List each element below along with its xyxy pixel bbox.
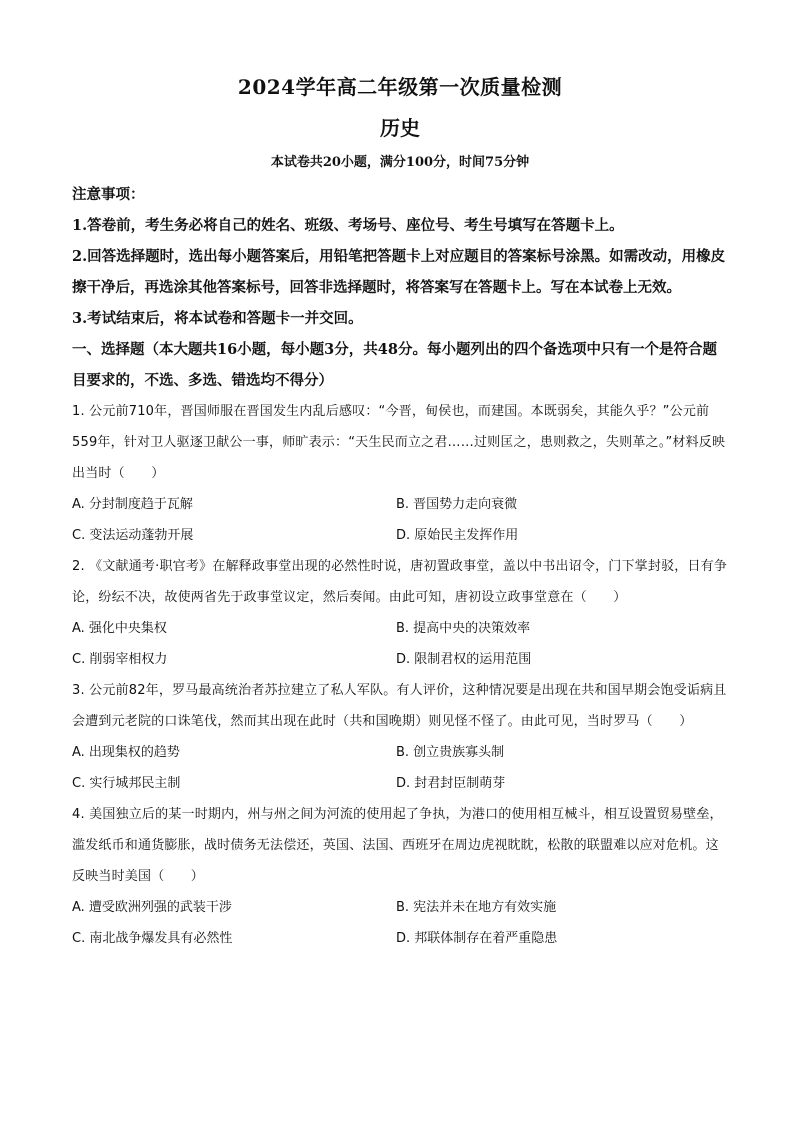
option-b: B. 宪法并未在地方有效实施 bbox=[396, 900, 557, 915]
option-d: D. 限制君权的运用范围 bbox=[396, 652, 532, 667]
option-a: A. 强化中央集权 bbox=[72, 621, 167, 636]
notice-item: 2.回答选择题时，选出每小题答案后，用铅笔把答题卡上对应题目的答案标号涂黑。如需改动，用橡皮擦干净后，再选涂其他答案标号，回答非选择题时，将答案写在答题卡上。写在本试卷上无效。 bbox=[72, 248, 726, 296]
option-c: C. 变法运动蓬勃开展 bbox=[72, 528, 194, 543]
option-c: C. 实行城邦民主制 bbox=[72, 776, 181, 791]
option-a: A. 遭受欧洲列强的武装干涉 bbox=[72, 900, 232, 915]
section-heading: 一、选择题（本大题共16小题，每小题3分，共48分。每小题列出的四个备选项中只有一个是符合题目要求的，不选、多选、错选均不得分） bbox=[72, 341, 717, 389]
notice-item: 1.答卷前，考生务必将自己的姓名、班级、考场号、座位号、考生号填写在答题卡上。 bbox=[72, 217, 624, 234]
option-c: C. 削弱宰相权力 bbox=[72, 652, 168, 667]
option-b: B. 创立贵族寡头制 bbox=[396, 745, 505, 760]
question-options bbox=[72, 892, 728, 954]
option-d: D. 原始民主发挥作用 bbox=[396, 528, 519, 543]
question-stem: 1. 公元前710年，晋国师服在晋国发生内乱后感叹：“今晋，甸侯也，而建国。本既弱矣，其能久乎？”公元前559年，针对卫人驱逐卫献公一事，师旷表示：“天生民而立之君……过则匡之，患则救之，失则革之。”材料反映出当时（ ） bbox=[72, 404, 726, 481]
option-a: A. 分封制度趋于瓦解 bbox=[72, 497, 193, 512]
notice-item: 3.考试结束后，将本试卷和答题卡一并交回。 bbox=[72, 310, 363, 327]
question-stem: 2. 《文献通考·职官考》在解释政事堂出现的必然性时说，唐初置政事堂，盖以中书出诏令，门下掌封驳，日有争论，纷纭不决，故使两省先于政事堂议定，然后奏闻。由此可知，唐初设立政事堂意在（ ） bbox=[72, 559, 728, 605]
option-d: D. 封君封臣制萌芽 bbox=[396, 776, 506, 791]
option-c: C. 南北战争爆发具有必然性 bbox=[72, 931, 233, 946]
exam-info: 本试卷共20小题，满分100分，时间75分钟 bbox=[270, 155, 530, 170]
option-b: B. 提高中央的决策效率 bbox=[396, 621, 531, 636]
question-stem: 3. 公元前82年，罗马最高统治者苏拉建立了私人军队。有人评价，这种情况要是出现在共和国早期会饱受诟病且会遭到元老院的口诛笔伐，然而其出现在此时（共和国晚期）则见怪不怪了。由此可见，当时罗马（ ） bbox=[72, 683, 727, 729]
exam-page bbox=[72, 70, 728, 954]
question-options bbox=[72, 737, 728, 799]
question-stem: 4. 美国独立后的某一时期内，州与州之间为河流的使用起了争执，为港口的使用相互械斗，相互设置贸易壁垒，滥发纸币和通货膨胀，战时债务无法偿还，英国、法国、西班牙在周边虎视眈眈，松散的联盟难以应对危机。这反映当时美国（ ） bbox=[72, 807, 723, 884]
option-b: B. 晋国势力走向衰微 bbox=[396, 497, 518, 512]
option-a: A. 出现集权的趋势 bbox=[72, 745, 180, 760]
option-d: D. 邦联体制存在着严重隐患 bbox=[396, 931, 558, 946]
exam-title: 2024学年高二年级第一次质量检测 bbox=[237, 75, 563, 99]
question-options bbox=[72, 489, 728, 551]
notice-title: 注意事项： bbox=[72, 186, 145, 203]
subject-title: 历史 bbox=[380, 116, 420, 140]
question-options bbox=[72, 613, 728, 675]
